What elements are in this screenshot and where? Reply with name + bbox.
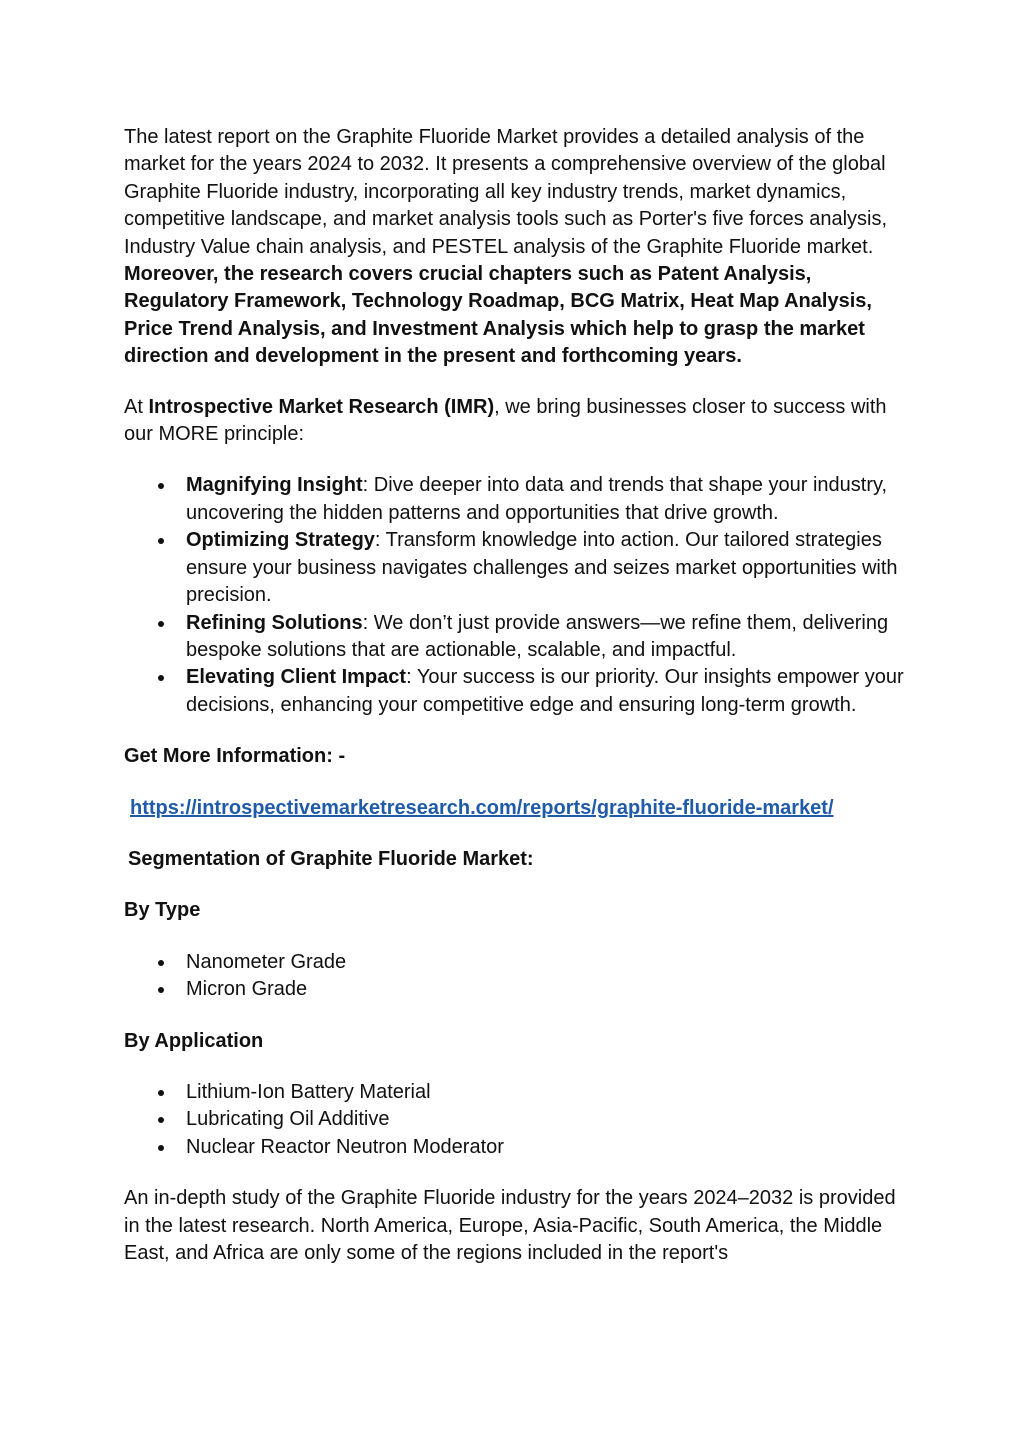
by-application-list (124, 1079, 914, 1161)
report-link[interactable]: https://introspectivemarketresearch.com/reports/graphite-fluoride-market/ (130, 796, 834, 819)
list-item (124, 472, 914, 527)
intro-paragraph (124, 124, 914, 371)
principle-text: : We don’t just provide answers—we refine them, delivering bespoke solutions that are actionable, scalable, and impactful. (186, 611, 889, 661)
closing-paragraph: An in-depth study of the Graphite Fluoride industry for the years 2024–2032 is provided in the latest research. North America, Europe, Asia-Pacific, South America, the Middle East, and Africa are only some of the regions included in the report's (124, 1187, 896, 1264)
list-item (124, 610, 914, 665)
principle-text: : Transform knowledge into action. Our tailored strategies ensure your business navigates challenges and seizes market opportunities with precision. (186, 529, 898, 607)
list-item: Lubricating Oil Additive (124, 1106, 914, 1133)
principle-title: Refining Solutions (186, 611, 363, 634)
document-page (124, 124, 914, 1267)
list-item (124, 527, 914, 609)
intro-text: The latest report on the Graphite Fluoride Market provides a detailed analysis of the market for the years 2024 to 2032. It presents a comprehensive overview of the global Graphite Fluoride industry, incorporating all key industry trends, market dynamics, competitive landscape, and market analysis tools such as Porter's five forces analysis, Industry Value chain analysis, and PESTEL analysis of the Graphite Fluoride market. (124, 126, 888, 258)
list-item: Lithium-Ion Battery Material (124, 1079, 914, 1106)
imr-company-name: Introspective Market Research (IMR) (148, 395, 495, 418)
by-type-list (124, 949, 914, 1004)
list-item: Nanometer Grade (124, 949, 914, 976)
report-link-line (124, 795, 914, 822)
principle-text: : Your success is our priority. Our insights empower your decisions, enhancing your competitive edge and ensuring long-term growth. (186, 666, 904, 716)
principle-title: Elevating Client Impact (186, 666, 407, 689)
list-item: Nuclear Reactor Neutron Moderator (124, 1134, 914, 1161)
principle-text: : Dive deeper into data and trends that shape your industry, uncovering the hidden patterns and opportunities that drive growth. (186, 474, 888, 524)
by-type-heading: By Type (124, 899, 201, 922)
get-more-heading: Get More Information: - (124, 745, 346, 768)
imr-paragraph (124, 394, 914, 449)
principle-title: Optimizing Strategy (186, 529, 375, 552)
list-item (124, 664, 914, 719)
by-application-heading: By Application (124, 1029, 264, 1052)
imr-suffix: , we bring businesses closer to success with our MORE principle: (124, 395, 887, 446)
segmentation-title: Segmentation of Graphite Fluoride Market: (128, 847, 534, 870)
principles-list (124, 472, 914, 719)
intro-bold-text: Moreover, the research covers crucial chapters such as Patent Analysis, Regulatory Framework, Technology Roadmap, BCG Matrix, Heat Map Analysis, Price Trend Analysis, and Investment Analysis which help to grasp the market direction and development in the present and forthcoming years. (124, 263, 872, 368)
list-item: Micron Grade (124, 976, 914, 1003)
principle-title: Magnifying Insight (186, 474, 363, 497)
imr-prefix: At (124, 395, 149, 418)
